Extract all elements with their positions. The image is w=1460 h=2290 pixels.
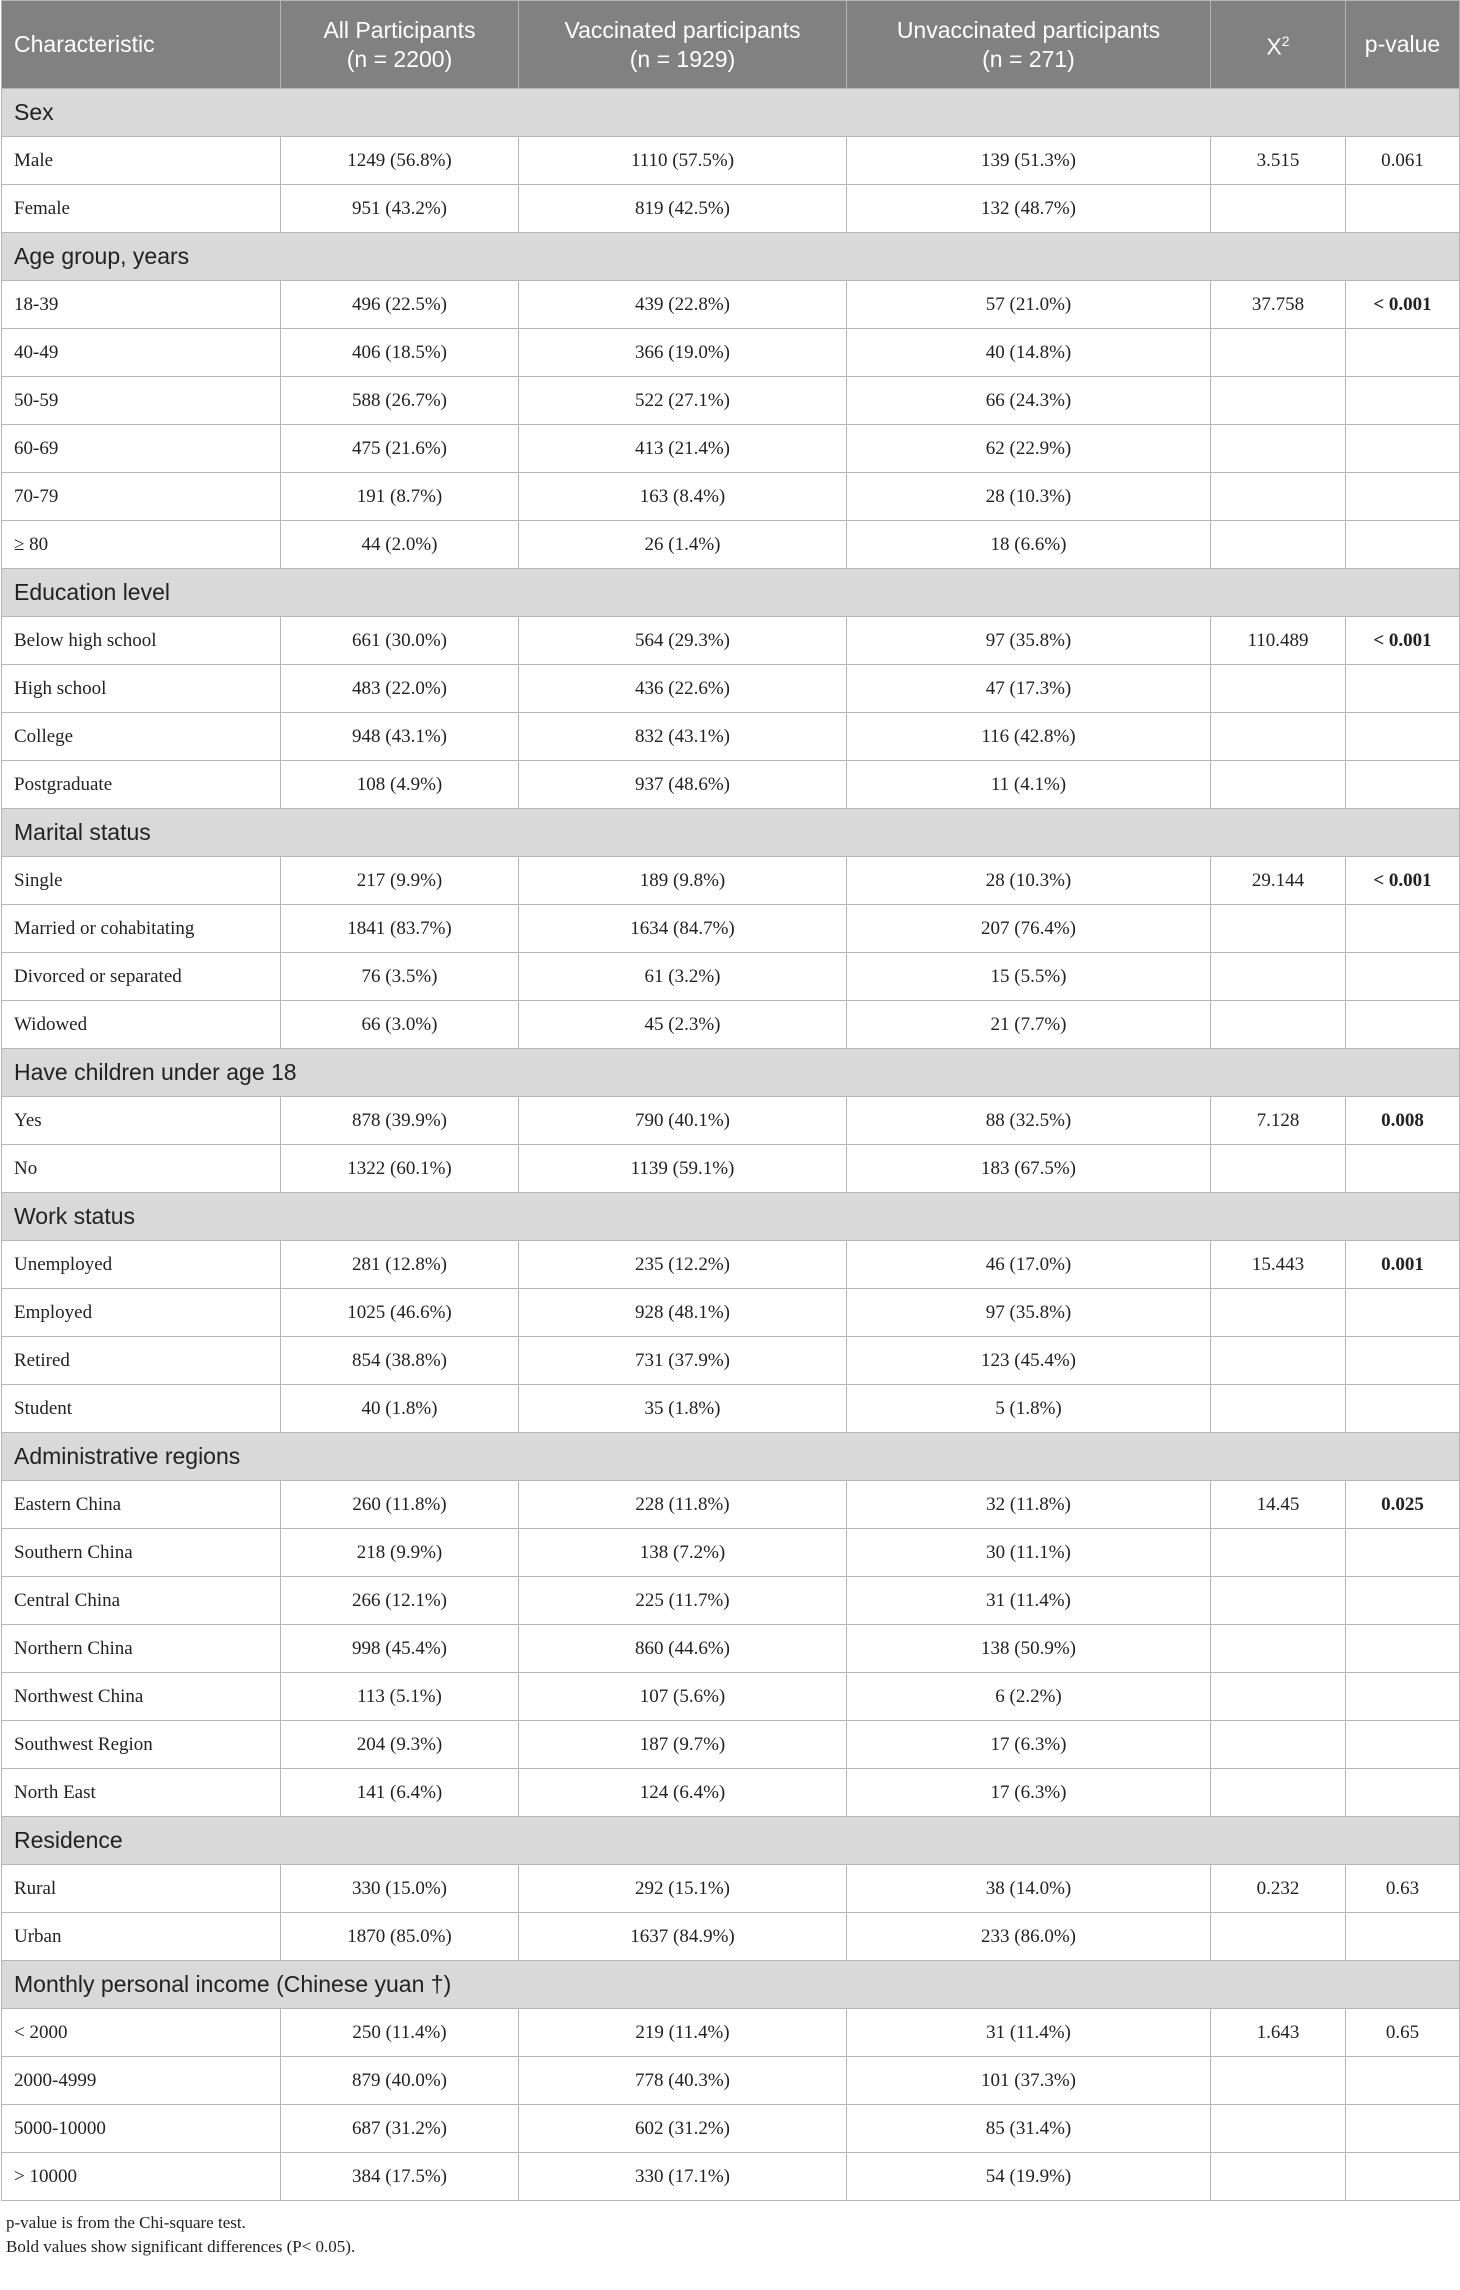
table-row [2, 329, 1460, 377]
cell-chi-square [1211, 1913, 1346, 1961]
cell-all-participants: 330 (15.0%) [281, 1865, 519, 1913]
cell-unvaccinated: 31 (11.4%) [847, 1577, 1211, 1625]
cell-chi-square [1211, 1145, 1346, 1193]
table-row [2, 1529, 1460, 1577]
cell-vaccinated: 436 (22.6%) [519, 665, 847, 713]
row-label: No [2, 1145, 281, 1193]
cell-unvaccinated: 85 (31.4%) [847, 2105, 1211, 2153]
cell-vaccinated: 731 (37.9%) [519, 1337, 847, 1385]
cell-all-participants: 191 (8.7%) [281, 473, 519, 521]
cell-unvaccinated: 15 (5.5%) [847, 953, 1211, 1001]
cell-p-value [1346, 713, 1460, 761]
cell-p-value [1346, 1721, 1460, 1769]
cell-p-value [1346, 1769, 1460, 1817]
cell-p-value: 0.025 [1346, 1481, 1460, 1529]
section-row [2, 1817, 1460, 1865]
cell-unvaccinated: 138 (50.9%) [847, 1625, 1211, 1673]
header-chi-base: X [1266, 33, 1282, 60]
header-p-value: p-value [1346, 1, 1460, 89]
row-label: Married or cohabitating [2, 905, 281, 953]
cell-chi-square [1211, 665, 1346, 713]
cell-unvaccinated: 5 (1.8%) [847, 1385, 1211, 1433]
row-label: Retired [2, 1337, 281, 1385]
cell-unvaccinated: 101 (37.3%) [847, 2057, 1211, 2105]
cell-vaccinated: 225 (11.7%) [519, 1577, 847, 1625]
header-vaccinated [519, 1, 847, 89]
cell-unvaccinated: 40 (14.8%) [847, 329, 1211, 377]
cell-all-participants: 44 (2.0%) [281, 521, 519, 569]
row-label: High school [2, 665, 281, 713]
cell-all-participants: 998 (45.4%) [281, 1625, 519, 1673]
table-row [2, 2105, 1460, 2153]
cell-vaccinated: 937 (48.6%) [519, 761, 847, 809]
row-label: Unemployed [2, 1241, 281, 1289]
header-chi-square [1211, 1, 1346, 89]
cell-unvaccinated: 62 (22.9%) [847, 425, 1211, 473]
row-label: Southwest Region [2, 1721, 281, 1769]
cell-chi-square [1211, 1529, 1346, 1577]
cell-vaccinated: 187 (9.7%) [519, 1721, 847, 1769]
table-row [2, 857, 1460, 905]
section-title: Administrative regions [2, 1433, 1460, 1481]
row-label: 50-59 [2, 377, 281, 425]
cell-vaccinated: 330 (17.1%) [519, 2153, 847, 2201]
cell-all-participants: 40 (1.8%) [281, 1385, 519, 1433]
cell-unvaccinated: 28 (10.3%) [847, 473, 1211, 521]
cell-unvaccinated: 183 (67.5%) [847, 1145, 1211, 1193]
table-row [2, 1001, 1460, 1049]
cell-chi-square [1211, 713, 1346, 761]
table-row [2, 1865, 1460, 1913]
cell-chi-square [1211, 1625, 1346, 1673]
footnote-bold: Bold values show significant differences (P< 0.05). [6, 2237, 356, 2256]
row-label: Central China [2, 1577, 281, 1625]
cell-all-participants: 1025 (46.6%) [281, 1289, 519, 1337]
cell-vaccinated: 778 (40.3%) [519, 2057, 847, 2105]
cell-chi-square: 7.128 [1211, 1097, 1346, 1145]
table-row [2, 1625, 1460, 1673]
cell-vaccinated: 819 (42.5%) [519, 185, 847, 233]
cell-vaccinated: 602 (31.2%) [519, 2105, 847, 2153]
row-label: Rural [2, 1865, 281, 1913]
cell-all-participants: 687 (31.2%) [281, 2105, 519, 2153]
cell-p-value [1346, 329, 1460, 377]
table-row [2, 617, 1460, 665]
section-row [2, 89, 1460, 137]
cell-chi-square: 3.515 [1211, 137, 1346, 185]
cell-chi-square: 110.489 [1211, 617, 1346, 665]
table-row [2, 2009, 1460, 2057]
cell-p-value: 0.65 [1346, 2009, 1460, 2057]
row-label: 18-39 [2, 281, 281, 329]
cell-p-value: 0.001 [1346, 1241, 1460, 1289]
cell-vaccinated: 235 (12.2%) [519, 1241, 847, 1289]
section-row [2, 233, 1460, 281]
cell-vaccinated: 366 (19.0%) [519, 329, 847, 377]
cell-p-value [1346, 665, 1460, 713]
row-label: Single [2, 857, 281, 905]
cell-unvaccinated: 233 (86.0%) [847, 1913, 1211, 1961]
section-title: Marital status [2, 809, 1460, 857]
footnote-chi-square: p-value is from the Chi-square test. [6, 2213, 246, 2232]
cell-chi-square [1211, 1673, 1346, 1721]
section-row [2, 1961, 1460, 2009]
cell-unvaccinated: 32 (11.8%) [847, 1481, 1211, 1529]
table-row [2, 1481, 1460, 1529]
row-label: Yes [2, 1097, 281, 1145]
cell-vaccinated: 439 (22.8%) [519, 281, 847, 329]
row-label: < 2000 [2, 2009, 281, 2057]
cell-unvaccinated: 30 (11.1%) [847, 1529, 1211, 1577]
cell-p-value [1346, 521, 1460, 569]
row-label: Urban [2, 1913, 281, 1961]
row-label: Below high school [2, 617, 281, 665]
cell-p-value: 0.061 [1346, 137, 1460, 185]
section-row [2, 1433, 1460, 1481]
table-row [2, 1145, 1460, 1193]
cell-p-value [1346, 2105, 1460, 2153]
cell-p-value: < 0.001 [1346, 857, 1460, 905]
table-row [2, 1913, 1460, 1961]
header-row [2, 1, 1460, 89]
cell-vaccinated: 1110 (57.5%) [519, 137, 847, 185]
cell-vaccinated: 928 (48.1%) [519, 1289, 847, 1337]
cell-p-value [1346, 1913, 1460, 1961]
cell-p-value [1346, 1385, 1460, 1433]
table-header [2, 1, 1460, 89]
cell-vaccinated: 124 (6.4%) [519, 1769, 847, 1817]
cell-chi-square [1211, 1577, 1346, 1625]
cell-p-value [1346, 425, 1460, 473]
cell-unvaccinated: 6 (2.2%) [847, 1673, 1211, 1721]
table-row [2, 761, 1460, 809]
cell-p-value: < 0.001 [1346, 281, 1460, 329]
row-label: Female [2, 185, 281, 233]
cell-chi-square [1211, 1769, 1346, 1817]
cell-p-value [1346, 1673, 1460, 1721]
cell-all-participants: 948 (43.1%) [281, 713, 519, 761]
cell-chi-square: 37.758 [1211, 281, 1346, 329]
cell-p-value: 0.63 [1346, 1865, 1460, 1913]
row-label: Southern China [2, 1529, 281, 1577]
cell-chi-square [1211, 377, 1346, 425]
cell-unvaccinated: 31 (11.4%) [847, 2009, 1211, 2057]
cell-all-participants: 951 (43.2%) [281, 185, 519, 233]
section-title: Sex [2, 89, 1460, 137]
cell-vaccinated: 860 (44.6%) [519, 1625, 847, 1673]
cell-p-value [1346, 2057, 1460, 2105]
cell-chi-square [1211, 1385, 1346, 1433]
table-row [2, 473, 1460, 521]
section-title: Have children under age 18 [2, 1049, 1460, 1097]
section-title: Monthly personal income (Chinese yuan †) [2, 1961, 1460, 2009]
cell-unvaccinated: 97 (35.8%) [847, 1289, 1211, 1337]
cell-unvaccinated: 123 (45.4%) [847, 1337, 1211, 1385]
cell-unvaccinated: 38 (14.0%) [847, 1865, 1211, 1913]
cell-vaccinated: 1139 (59.1%) [519, 1145, 847, 1193]
row-label: 5000-10000 [2, 2105, 281, 2153]
table-row [2, 1721, 1460, 1769]
cell-all-participants: 1841 (83.7%) [281, 905, 519, 953]
cell-vaccinated: 790 (40.1%) [519, 1097, 847, 1145]
cell-unvaccinated: 207 (76.4%) [847, 905, 1211, 953]
cell-vaccinated: 832 (43.1%) [519, 713, 847, 761]
cell-chi-square [1211, 1289, 1346, 1337]
cell-vaccinated: 292 (15.1%) [519, 1865, 847, 1913]
cell-p-value [1346, 1001, 1460, 1049]
cell-p-value [1346, 761, 1460, 809]
row-label: 70-79 [2, 473, 281, 521]
cell-chi-square: 15.443 [1211, 1241, 1346, 1289]
cell-vaccinated: 522 (27.1%) [519, 377, 847, 425]
row-label: Eastern China [2, 1481, 281, 1529]
table-row [2, 281, 1460, 329]
cell-unvaccinated: 17 (6.3%) [847, 1769, 1211, 1817]
section-title: Work status [2, 1193, 1460, 1241]
section-title: Age group, years [2, 233, 1460, 281]
section-row [2, 569, 1460, 617]
cell-vaccinated: 219 (11.4%) [519, 2009, 847, 2057]
cell-all-participants: 218 (9.9%) [281, 1529, 519, 1577]
row-label: North East [2, 1769, 281, 1817]
cell-all-participants: 113 (5.1%) [281, 1673, 519, 1721]
row-label: Student [2, 1385, 281, 1433]
cell-unvaccinated: 17 (6.3%) [847, 1721, 1211, 1769]
row-label: Widowed [2, 1001, 281, 1049]
cell-chi-square [1211, 2153, 1346, 2201]
cell-chi-square: 0.232 [1211, 1865, 1346, 1913]
cell-p-value [1346, 1289, 1460, 1337]
section-title: Residence [2, 1817, 1460, 1865]
table-row [2, 1289, 1460, 1337]
cell-chi-square [1211, 761, 1346, 809]
cell-all-participants: 108 (4.9%) [281, 761, 519, 809]
cell-unvaccinated: 88 (32.5%) [847, 1097, 1211, 1145]
table-body [2, 89, 1460, 2201]
cell-chi-square [1211, 185, 1346, 233]
cell-vaccinated: 26 (1.4%) [519, 521, 847, 569]
cell-p-value [1346, 905, 1460, 953]
row-label: 60-69 [2, 425, 281, 473]
row-label: ≥ 80 [2, 521, 281, 569]
cell-chi-square [1211, 425, 1346, 473]
row-label: > 10000 [2, 2153, 281, 2201]
row-label: Postgraduate [2, 761, 281, 809]
cell-all-participants: 1249 (56.8%) [281, 137, 519, 185]
cell-all-participants: 475 (21.6%) [281, 425, 519, 473]
row-label: Northern China [2, 1625, 281, 1673]
header-all-n: (n = 2200) [346, 45, 453, 72]
cell-p-value [1346, 953, 1460, 1001]
cell-vaccinated: 35 (1.8%) [519, 1385, 847, 1433]
cell-unvaccinated: 132 (48.7%) [847, 185, 1211, 233]
cell-chi-square [1211, 2057, 1346, 2105]
cell-chi-square [1211, 1337, 1346, 1385]
table-row [2, 713, 1460, 761]
cell-vaccinated: 1634 (84.7%) [519, 905, 847, 953]
cell-all-participants: 483 (22.0%) [281, 665, 519, 713]
cell-unvaccinated: 57 (21.0%) [847, 281, 1211, 329]
cell-chi-square [1211, 329, 1346, 377]
cell-p-value [1346, 185, 1460, 233]
cell-unvaccinated: 11 (4.1%) [847, 761, 1211, 809]
footnotes [0, 2201, 1460, 2259]
table-row [2, 1241, 1460, 1289]
cell-p-value [1346, 2153, 1460, 2201]
row-label: College [2, 713, 281, 761]
table-row [2, 1673, 1460, 1721]
cell-all-participants: 496 (22.5%) [281, 281, 519, 329]
cell-all-participants: 384 (17.5%) [281, 2153, 519, 2201]
cell-vaccinated: 138 (7.2%) [519, 1529, 847, 1577]
cell-chi-square: 29.144 [1211, 857, 1346, 905]
header-unvaccinated-n: (n = 271) [982, 45, 1075, 72]
cell-all-participants: 141 (6.4%) [281, 1769, 519, 1817]
cell-all-participants: 281 (12.8%) [281, 1241, 519, 1289]
header-all-name: All Participants [323, 16, 476, 43]
table-row [2, 1097, 1460, 1145]
header-characteristic: Characteristic [2, 1, 281, 89]
cell-chi-square [1211, 953, 1346, 1001]
cell-vaccinated: 61 (3.2%) [519, 953, 847, 1001]
cell-chi-square [1211, 473, 1346, 521]
table-row [2, 521, 1460, 569]
table-row [2, 1337, 1460, 1385]
cell-all-participants: 217 (9.9%) [281, 857, 519, 905]
row-label: Northwest China [2, 1673, 281, 1721]
cell-unvaccinated: 18 (6.6%) [847, 521, 1211, 569]
cell-vaccinated: 163 (8.4%) [519, 473, 847, 521]
table-row [2, 377, 1460, 425]
table-row [2, 2153, 1460, 2201]
table-row [2, 1385, 1460, 1433]
table-row [2, 137, 1460, 185]
row-label: Divorced or separated [2, 953, 281, 1001]
cell-unvaccinated: 54 (19.9%) [847, 2153, 1211, 2201]
row-label: Male [2, 137, 281, 185]
header-unvaccinated [847, 1, 1211, 89]
cell-chi-square [1211, 1001, 1346, 1049]
cell-unvaccinated: 97 (35.8%) [847, 617, 1211, 665]
cell-p-value [1346, 1529, 1460, 1577]
row-label: Employed [2, 1289, 281, 1337]
table-row [2, 665, 1460, 713]
cell-vaccinated: 413 (21.4%) [519, 425, 847, 473]
cell-all-participants: 66 (3.0%) [281, 1001, 519, 1049]
row-label: 2000-4999 [2, 2057, 281, 2105]
header-all-participants [281, 1, 519, 89]
table-row [2, 425, 1460, 473]
cell-p-value [1346, 377, 1460, 425]
cell-all-participants: 1870 (85.0%) [281, 1913, 519, 1961]
cell-all-participants: 266 (12.1%) [281, 1577, 519, 1625]
cell-p-value [1346, 1145, 1460, 1193]
section-row [2, 1193, 1460, 1241]
cell-all-participants: 854 (38.8%) [281, 1337, 519, 1385]
cell-chi-square [1211, 905, 1346, 953]
cell-unvaccinated: 46 (17.0%) [847, 1241, 1211, 1289]
section-row [2, 1049, 1460, 1097]
cell-vaccinated: 228 (11.8%) [519, 1481, 847, 1529]
cell-p-value: < 0.001 [1346, 617, 1460, 665]
table-row [2, 905, 1460, 953]
cell-vaccinated: 1637 (84.9%) [519, 1913, 847, 1961]
cell-vaccinated: 189 (9.8%) [519, 857, 847, 905]
section-title: Education level [2, 569, 1460, 617]
cell-all-participants: 406 (18.5%) [281, 329, 519, 377]
cell-chi-square [1211, 2105, 1346, 2153]
header-chi-sup: 2 [1281, 33, 1290, 50]
cell-all-participants: 878 (39.9%) [281, 1097, 519, 1145]
cell-all-participants: 879 (40.0%) [281, 2057, 519, 2105]
cell-chi-square: 1.643 [1211, 2009, 1346, 2057]
cell-all-participants: 588 (26.7%) [281, 377, 519, 425]
cell-all-participants: 661 (30.0%) [281, 617, 519, 665]
cell-p-value [1346, 1337, 1460, 1385]
cell-vaccinated: 45 (2.3%) [519, 1001, 847, 1049]
cell-all-participants: 204 (9.3%) [281, 1721, 519, 1769]
cell-chi-square: 14.45 [1211, 1481, 1346, 1529]
header-vaccinated-name: Vaccinated participants [564, 16, 801, 43]
demographics-table [1, 0, 1460, 2201]
header-unvaccinated-name: Unvaccinated participants [896, 16, 1161, 43]
cell-unvaccinated: 21 (7.7%) [847, 1001, 1211, 1049]
section-row [2, 809, 1460, 857]
cell-vaccinated: 107 (5.6%) [519, 1673, 847, 1721]
cell-chi-square [1211, 1721, 1346, 1769]
header-vaccinated-n: (n = 1929) [629, 45, 736, 72]
cell-all-participants: 1322 (60.1%) [281, 1145, 519, 1193]
cell-unvaccinated: 47 (17.3%) [847, 665, 1211, 713]
cell-unvaccinated: 116 (42.8%) [847, 713, 1211, 761]
cell-unvaccinated: 28 (10.3%) [847, 857, 1211, 905]
cell-vaccinated: 564 (29.3%) [519, 617, 847, 665]
table-row [2, 1577, 1460, 1625]
table-row [2, 2057, 1460, 2105]
cell-all-participants: 76 (3.5%) [281, 953, 519, 1001]
cell-all-participants: 260 (11.8%) [281, 1481, 519, 1529]
table-row [2, 953, 1460, 1001]
cell-p-value [1346, 473, 1460, 521]
table-row [2, 185, 1460, 233]
table-row [2, 1769, 1460, 1817]
cell-p-value [1346, 1577, 1460, 1625]
cell-chi-square [1211, 521, 1346, 569]
cell-unvaccinated: 66 (24.3%) [847, 377, 1211, 425]
row-label: 40-49 [2, 329, 281, 377]
cell-unvaccinated: 139 (51.3%) [847, 137, 1211, 185]
cell-p-value [1346, 1625, 1460, 1673]
cell-all-participants: 250 (11.4%) [281, 2009, 519, 2057]
cell-p-value: 0.008 [1346, 1097, 1460, 1145]
